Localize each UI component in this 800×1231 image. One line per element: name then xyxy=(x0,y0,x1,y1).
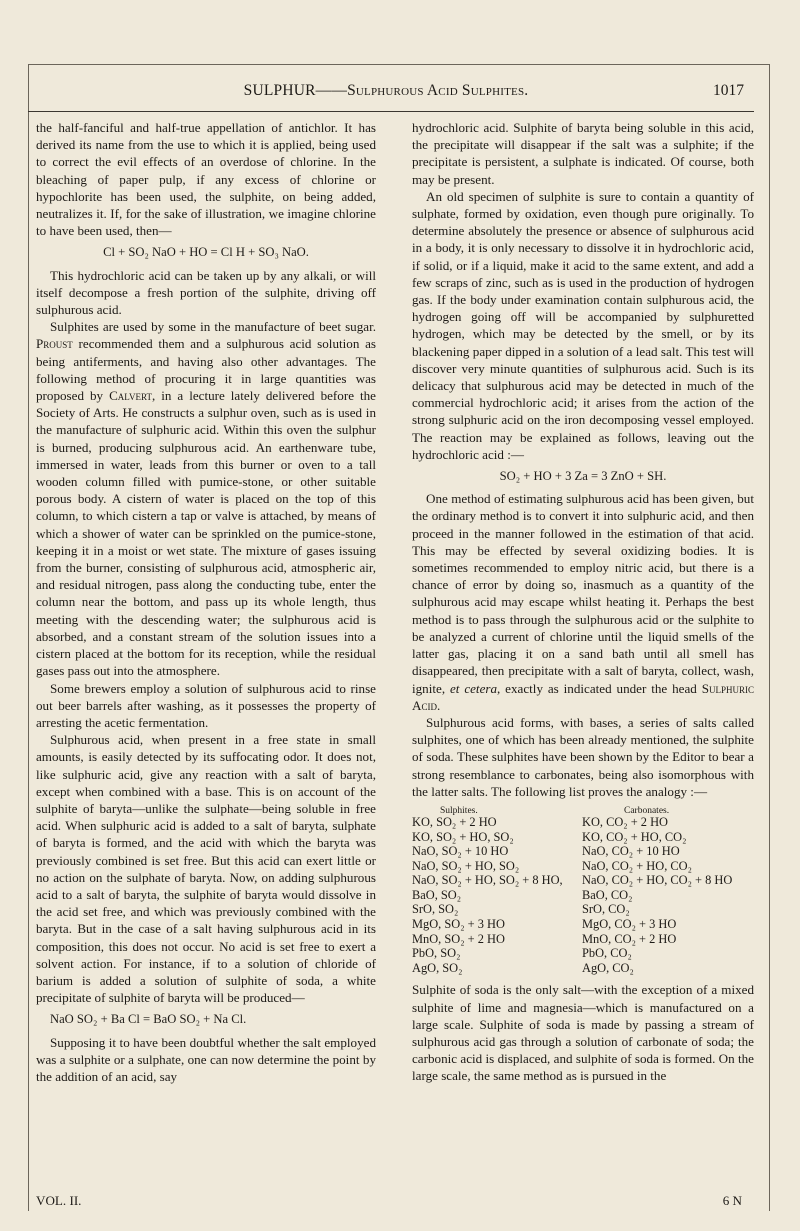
table-head-sulphites: Sulphites. xyxy=(440,805,478,816)
sulphite-cell: NaO, SO₂ + 10 HO xyxy=(412,844,509,859)
title-main: SULPHUR xyxy=(243,82,316,99)
p3-text-a: Sulphites are used by some in the manufacture of beet sugar. xyxy=(50,319,376,335)
table-row xyxy=(412,917,754,932)
p3-text-b: recommended them and a sulphurous acid solution as being antiferments, and having also other advantages. The following method of procuring it in large quantities was proposed by xyxy=(36,336,376,404)
title-dash: —— xyxy=(315,82,348,99)
sulphite-cell: PbO, SO₂ xyxy=(412,946,461,961)
p3-text-c: , in a lecture lately delivered before the Society of Arts. He constructs a sulphur oven, such as is used in the manufacture of sulphuric acid. Within this oven the sulphur is burned, producing sulphurous acid. An earthenware tube, immersed in water, leads from this burner or oven to a tall wooden column filled with pumice-stone, or other suitable porous body. A cistern of water is placed on the top of this column, to which cistern a tap or valve is attached, by means of which a shower of water can be sprinkled on the pumice-stone, keeping it in a moist or wet state. The mixture of gases issuing from the burner, consisting of sulphurous acid, atmospheric air, and residual nitrogen, pass along the conducting tube, enter the column near the bottom, and pass up its whole length, thus meeting with the descending water; the sulphurous acid is absorbed, and a constant stream of the solution issues into a cistern placed at the bottom for its reception, while the residual gases pass out into the atmosphere. xyxy=(36,388,376,679)
left-paragraph-1: the half-fanciful and half-true appellation of antichlor. It has derived its name from the use to which it is applied, being used to correct the evil effects of an overdose of chlorine. In the bleaching of paper pulp, if any excess of chlorine or hypochlorite has been used, the sulphite, on being added, neutralizes it. If, for the sake of illustration, we imagine chlorine to have been used, then— xyxy=(36,120,376,239)
carbonate-cell: NaO, CO₂ + 10 HO xyxy=(582,844,680,859)
equation-zinc: SO₂ + HO + 3 Za = 3 ZnO + SH. xyxy=(499,469,667,484)
table-head-carbonates: Carbonates. xyxy=(624,805,670,816)
right-paragraph-2: An old specimen of sulphite is sure to contain a quantity of sulphate, formed by oxidation, even though pure originally. To determine absolutely the presence or absence of sulphurous acid in a body, it is only necessary to dissolve it in hydrochloric acid, if solid, or if a liquid, make it acid to the same extent, and add a few scraps of zinc, such as is used in the production of hydrogen gas. If the body under examination contain sulphurous acid, the hydrogen going off will be accompanied by sulphuretted hydrogen, which may be detected by the smell, or by its blackening paper dipped in a solution of a lead salt. This test will discover very minute quantities of sulphurous acid. Such is its delicacy that sulphurous acid may be detected in much of the commercial hydrochloric acid; it arises from the action of the strong sulphuric acid on the iron decomposing vessel employed. The reaction may be explained as follows, leaving out the hydrochloric acid :— xyxy=(412,188,754,462)
author-calvert: Calvert xyxy=(109,388,152,404)
sulphite-cell: AgO, SO₂ xyxy=(412,960,463,975)
right-paragraph-1: hydrochloric acid. Sulphite of baryta being soluble in this acid, the precipitate will disappear if the salt was a sulphite; if the precipitate is persistent, a sulphate is indicated. Of course, both may be present. xyxy=(412,120,754,187)
left-column xyxy=(36,119,376,1085)
running-title xyxy=(28,82,744,100)
title-sub: Sulphurous Acid Sulphites. xyxy=(347,82,529,99)
sulphite-cell: MnO, SO₂ + 2 HO xyxy=(412,931,505,946)
rp3-text-c: . xyxy=(436,697,441,713)
sulphite-carbonate-table xyxy=(412,804,754,976)
rp3-italic: et cetera xyxy=(449,680,498,696)
left-paragraph-4: Some brewers employ a solution of sulphurous acid to rinse out beer barrels after washing, as it possesses the property of arresting the acetic fermentation. xyxy=(36,680,376,730)
carbonate-cell: KO, CO₂ + 2 HO xyxy=(582,814,668,829)
carbonate-cell: MgO, CO₂ + 3 HO xyxy=(582,917,677,932)
right-paragraph-3 xyxy=(412,490,754,714)
equation-baryta: NaO SO₂ + Ba Cl = BaO SO₂ + Na Cl. xyxy=(50,1012,247,1027)
volume-label: VOL. II. xyxy=(36,1193,82,1208)
header-rule xyxy=(28,111,754,112)
author-proust: Proust xyxy=(36,336,73,352)
table-row xyxy=(412,932,754,947)
sulphite-cell: BaO, SO₂ xyxy=(412,887,462,902)
page-footer xyxy=(36,1193,754,1209)
table-row xyxy=(412,815,754,830)
right-paragraph-4: Sulphurous acid forms, with bases, a series of salts called sulphites, one of which has been already mentioned, the sulphite of soda. These sulphites have been shown by the Editor to bear a strong resemblance to carbonates, being also isomorphous with the latter salts. The following list proves the analogy :— xyxy=(412,714,754,799)
carbonate-cell: SrO, CO₂ xyxy=(582,902,630,917)
sulphite-cell: MgO, SO₂ + 3 HO xyxy=(412,917,505,932)
carbonate-cell: AgO, CO₂ xyxy=(582,960,634,975)
sulphite-cell: NaO, SO₂ + HO, SO₂ xyxy=(412,858,520,873)
table-row xyxy=(412,902,754,917)
left-paragraph-2: This hydrochloric acid can be taken up by any alkali, or will itself decompose a fresh portion of the sulphite, driving off sulphurous acid. xyxy=(36,267,376,318)
right-paragraph-5: Sulphite of soda is the only salt—with the exception of a mixed sulphite of lime and magnesia—which is manufactured on a large scale. Sulphite of soda is made by passing a stream of sulphurous acid gas through a solution of carbonate of soda; the carbonic acid is displaced, and sulphite of soda is formed. On the large scale, the same method as is pursued in the xyxy=(412,982,754,1084)
rp3-text-a: One method of estimating sulphurous acid has been given, but the ordinary method is to convert it into sulphuric acid, and then proceed in the manner followed in the estimation of that acid. This may be effected by several oxidizing bodies. It is sometimes recommended to employ nitric acid, but there is a chance of error by doing so, inasmuch as a quantity of the sulphurous acid may escape whilst heating it. Perhaps the best method is to pass through the sulphurous acid or the sulphite to be analyzed a current of chlorine until the liquid smells of the latter gas, placing it on a sand bath until all smell has disappeared, then precipitate with a salt of baryta, collect, wash, ignite, xyxy=(412,491,754,696)
page-number: 1017 xyxy=(713,82,744,99)
equation-chlorine: Cl + SO₂ NaO + HO = Cl H + SO₃ NaO. xyxy=(103,245,309,260)
sulphite-cell: KO, SO₂ + HO, SO₂ xyxy=(412,829,514,844)
left-paragraph-5: Sulphurous acid, when present in a free state in small amounts, is easily detected by its suffocating odor. It does not, like sulphuric acid, give any reaction with a salt of baryta, except when combined with a base. This is on account of the sulphite of baryta—unlike the sulphate—being soluble in free acid. When sulphuric acid is added to a salt of baryta, sulphate of baryta is formed, and the acid with which the baryta was previously combined is set free. But this acid can exert little or no action on the sulphate of baryta. Now, on adding sulphurous acid to a salt of baryta, the sulphite of baryta would dissolve in the acid set free, and which was previously combined with the baryta. But in the case of a salt having sulphurous acid in its composition, this does not occur. No acid is set free to exert a solvent action. For instance, if to a solution of chloride of barium is added a solution of sulphite of soda, a white precipitate of sulphite of baryta will be produced— xyxy=(36,732,376,1006)
carbonate-cell: KO, CO₂ + HO, CO₂ xyxy=(582,829,687,844)
sulphite-cell: KO, SO₂ + 2 HO xyxy=(412,814,497,829)
signature-mark: 6 N xyxy=(722,1193,742,1208)
sulphite-cell: NaO, SO₂ + HO, SO₂ + 8 HO, xyxy=(412,873,563,888)
rp3-head-ref: Sulphuric Acid xyxy=(412,680,754,713)
table-row xyxy=(412,946,754,961)
running-header xyxy=(28,82,744,104)
carbonate-cell: NaO, CO₂ + HO, CO₂ + 8 HO xyxy=(582,873,733,888)
left-paragraph-6: Supposing it to have been doubtful whether the salt employed was a sulphite or a sulphate, one can now determine the point by the addition of an acid, say xyxy=(36,1034,376,1084)
carbonate-cell: PbO, CO₂ xyxy=(582,946,632,961)
table-row xyxy=(412,859,754,874)
carbonate-cell: MnO, CO₂ + 2 HO xyxy=(582,931,677,946)
table-row xyxy=(412,844,754,859)
carbonate-cell: NaO, CO₂ + HO, CO₂ xyxy=(582,858,692,873)
right-column xyxy=(412,119,754,1085)
carbonate-cell: BaO, CO₂ xyxy=(582,887,633,902)
table-header xyxy=(412,804,754,815)
table-row xyxy=(412,873,754,888)
table-row xyxy=(412,830,754,845)
table-row xyxy=(412,961,754,976)
left-paragraph-3 xyxy=(36,318,376,679)
table-row xyxy=(412,888,754,903)
sulphite-cell: SrO, SO₂ xyxy=(412,902,459,917)
rp3-text-b: , exactly as indicated under the head xyxy=(497,680,702,696)
